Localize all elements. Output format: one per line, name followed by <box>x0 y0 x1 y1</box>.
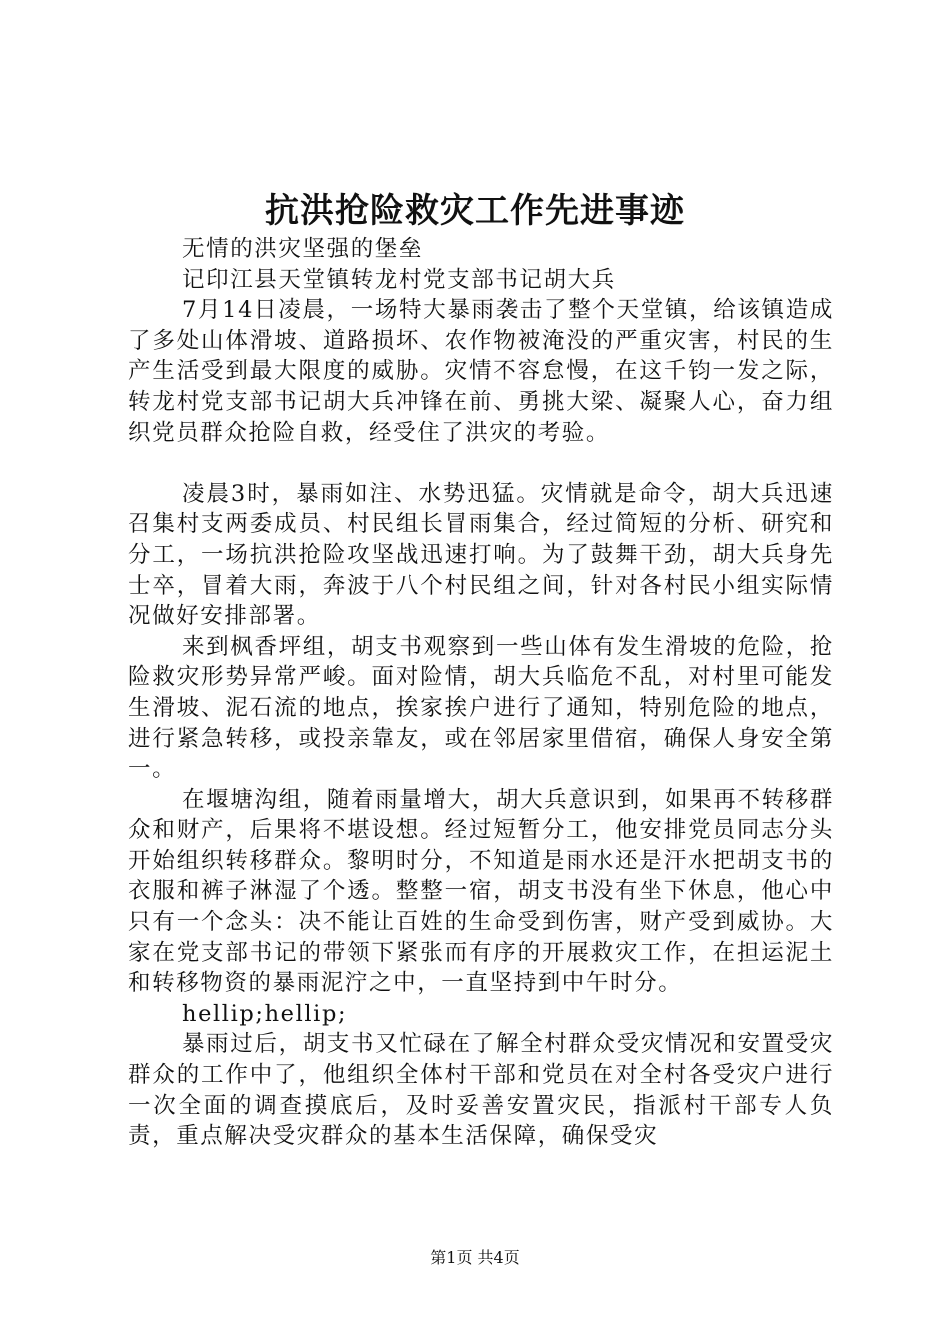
page-number: 第1页 共4页 <box>430 1248 520 1267</box>
document-title: 抗洪抢险救灾工作先进事迹 <box>265 191 685 231</box>
subtitle-line: 无情的洪灾坚强的堡垒 <box>182 236 424 262</box>
paragraph: 来到枫香坪组，胡支书观察到一些山体有发生滑坡的危险，抢险救灾形势异常严峻。面对险情，胡大兵临危不乱，对村里可能发生滑坡、泥石流的地点，挨家挨户进行了通知，特别危险的地点，进行紧急转移，或投亲靠友，或在邻居家里借宿，确保人身安全第一。 <box>128 633 834 783</box>
byline: 记印江县天堂镇转龙村党支部书记胡大兵 <box>182 266 616 293</box>
document-body <box>128 234 834 1152</box>
paragraph: 凌晨3时，暴雨如注、水势迅猛。灾情就是命令，胡大兵迅速召集村支两委成员、村民组长冒雨集合，经过简短的分析、研究和分工，一场抗洪抢险攻坚战迅速打响。为了鼓舞干劲，胡大兵身先士卒，冒着大雨，奔波于八个村民组之间，针对各村民小组实际情况做好安排部署。 <box>128 480 834 630</box>
ellipsis-paragraph: hellip;hellip; <box>182 1000 348 1027</box>
paragraph: 在堰塘沟组，随着雨量增大，胡大兵意识到，如果再不转移群众和财产，后果将不堪设想。经过短暂分工，他安排党员同志分头开始组织转移群众。黎明时分，不知道是雨水还是汗水把胡支书的衣服和裤子淋湿了个透。整整一宿，胡支书没有坐下休息，他心中只有一个念头：决不能让百姓的生命受到伤害，财产受到威协。大家在党支部书记的带领下紧张而有序的开展救灾工作，在担运泥土和转移物资的暴雨泥泞之中，一直坚持到中午时分。 <box>128 786 834 997</box>
paragraph: 7月14日凌晨，一场特大暴雨袭击了整个天堂镇，给该镇造成了多处山体滑坡、道路损坏、农作物被淹没的严重灾害，村民的生产生活受到最大限度的威胁。灾情不容怠慢，在这千钧一发之际，转龙村党支部书记胡大兵冲锋在前、勇挑大梁、凝聚人心，奋力组织党员群众抢险自救，经受住了洪灾的考验。 <box>128 297 834 446</box>
paragraph: 暴雨过后，胡支书又忙碌在了解全村群众受灾情况和安置受灾群众的工作中了，他组织全体村干部和党员在对全村各受灾户进行一次全面的调查摸底后，及时妥善安置灾民，指派村干部专人负责，重点解决受灾群众的基本生活保障，确保受灾 <box>128 1031 834 1150</box>
